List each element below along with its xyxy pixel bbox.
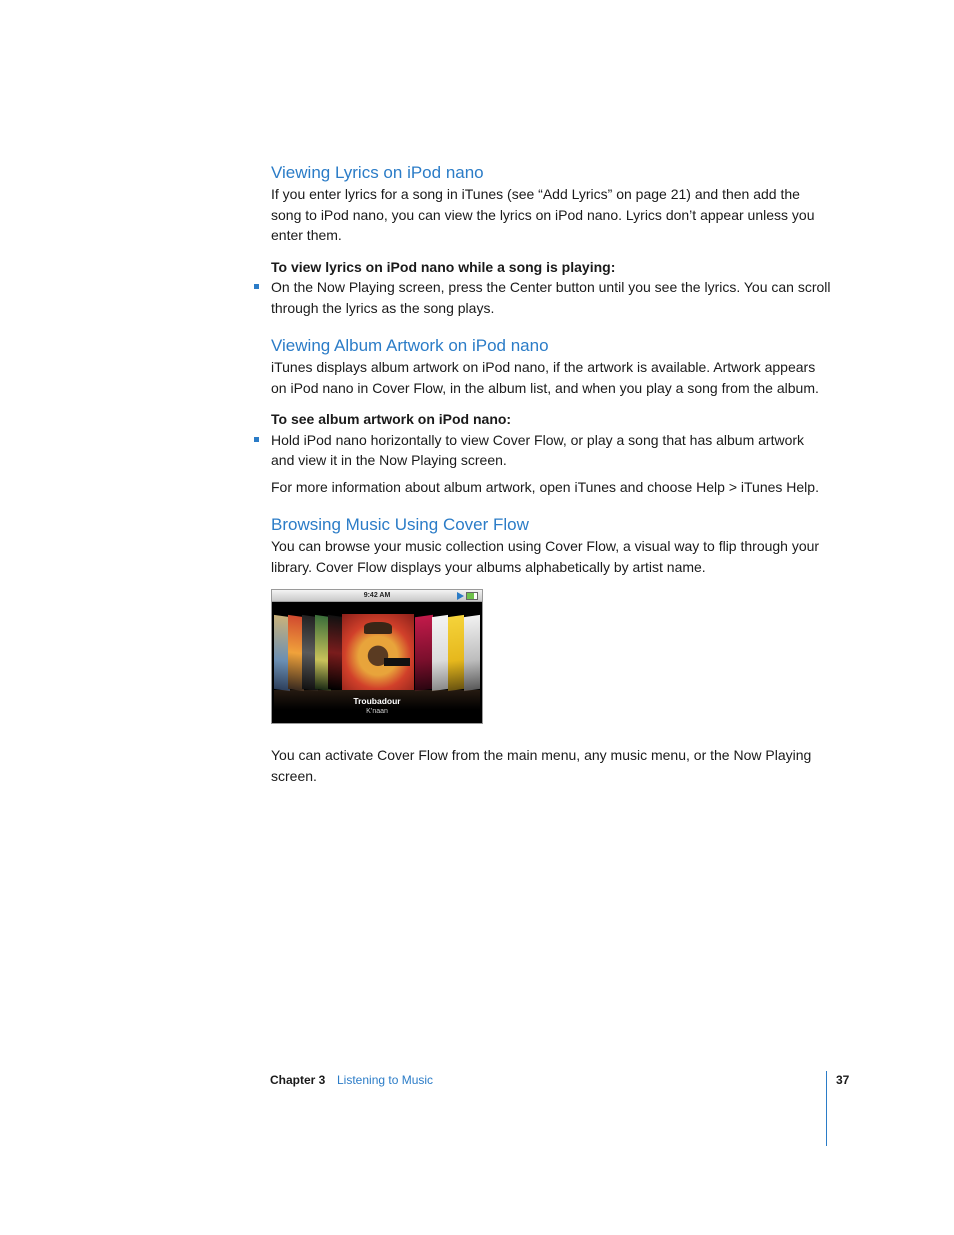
ipod-status-bar	[272, 590, 482, 602]
ipod-clock: 9:42 AM	[363, 592, 391, 599]
album-cover-right-1	[415, 615, 433, 692]
lyrics-intro-paragraph: If you enter lyrics for a song in iTunes (see “Add Lyrics” on page 21) and then add the song to iPod nano, you can view the lyrics on iPod nano. Lyrics don’t appear unless you enter them.	[271, 186, 815, 243]
album-cover-right-4	[464, 615, 480, 691]
artwork-note: For more information about album artwork, open iTunes and choose Help > iTunes Help.	[271, 478, 819, 495]
bullet-square-icon	[254, 437, 259, 442]
lyrics-task-heading: To view lyrics on iPod nano while a song is playing:	[271, 258, 616, 275]
lyrics-bullet	[271, 277, 831, 318]
artwork-bullet-text: Hold iPod nano horizontally to view Cover Flow, or play a song that has album artwork and view it in the Now Playing screen.	[271, 431, 805, 468]
lyrics-bullet-text: On the Now Playing screen, press the Center button until you see the lyrics. You can scroll through the lyrics as the song plays.	[271, 279, 831, 316]
page-content	[271, 162, 831, 786]
album-cover-right-2	[432, 615, 448, 691]
album-artist: K’naan	[366, 708, 388, 715]
page-number: 37	[836, 1073, 850, 1087]
cover-flow-activate-paragraph: You can activate Cover Flow from the main menu, any music menu, or the Now Playing screen.	[271, 747, 812, 784]
album-cover-center	[342, 614, 414, 690]
bullet-square-icon	[254, 284, 259, 289]
artwork-bullet	[271, 430, 831, 471]
artwork-intro-paragraph: iTunes displays album artwork on iPod nano, if the artwork is available. Artwork appears on iPod nano in Cover Flow, in the album list, and when you play a song from the album.	[271, 359, 819, 396]
cover-flow-stage	[272, 602, 482, 723]
artwork-task-heading: To see album artwork on iPod nano:	[271, 411, 512, 427]
heading-cover-flow: Browsing Music Using Cover Flow	[271, 515, 529, 534]
play-triangle-icon	[457, 592, 464, 600]
battery-icon	[466, 592, 478, 600]
album-title: Troubadour	[353, 696, 401, 706]
footer-chapter-title: Listening to Music	[337, 1073, 434, 1087]
footer-chapter-label: Chapter 3	[270, 1073, 326, 1087]
ipod-cover-flow-screenshot	[271, 589, 483, 724]
cover-flow-intro-paragraph: You can browse your music collection using Cover Flow, a visual way to flip through your library. Cover Flow displays your albums alphabetically by artist name.	[271, 538, 820, 575]
album-cover-right-3	[448, 615, 464, 691]
footer-divider	[826, 1071, 827, 1146]
heading-album-artwork: Viewing Album Artwork on iPod nano	[271, 336, 549, 355]
album-cover-hat	[364, 622, 392, 634]
album-cover-label	[384, 658, 410, 666]
heading-viewing-lyrics: Viewing Lyrics on iPod nano	[271, 163, 484, 182]
